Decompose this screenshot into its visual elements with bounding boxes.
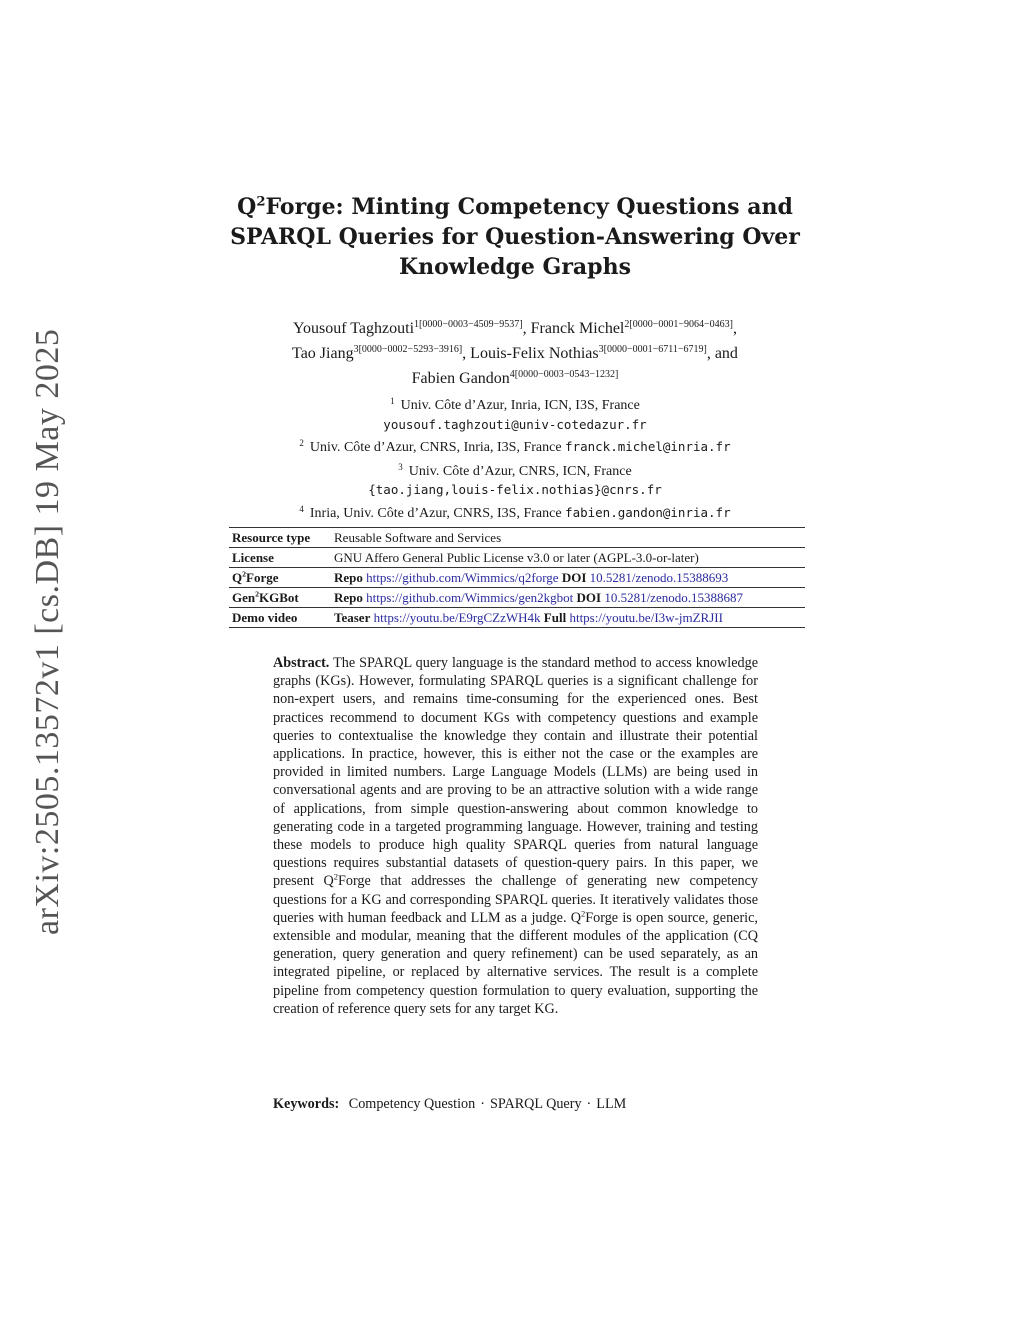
affiliation-4: $^4$ Inria, Univ. Côte d’Azur, CNRS, I3S, France fabien.gandon@inria.fr	[299, 503, 731, 521]
title-q-sup: 2	[256, 194, 266, 210]
email-1[interactable]: yousouf.taghzouti@univ-cotedazur.fr	[383, 416, 647, 432]
gen2kgbot-doi-link[interactable]: 10.5281/zenodo.15388687	[604, 590, 743, 605]
paper-title	[200, 192, 830, 282]
q2forge-doi-link[interactable]: 10.5281/zenodo.15388693	[589, 570, 729, 585]
affiliation-1: $^1$ Univ. Côte d’Azur, Inria, ICN, I3S, France	[390, 396, 640, 413]
author-name: Tao Jiang	[292, 345, 354, 362]
keywords: Keywords: Competency Question · SPARQL Query · LLM	[273, 1096, 627, 1112]
email-3[interactable]: {tao.jiang,louis-felix.nothias}@cnrs.fr	[368, 482, 662, 497]
abstract: Abstract. The SPARQL query language is the standard method to access knowledge graphs (KGs). However, formulating SPARQL queries is a significant challenge for non-expert users, and remains time-consuming for the experienced ones. Best practices recommend to document KGs with competency questions and example queries to contextualise the knowledge they contain and illustrate their potential applications. In practice, however, this is either not the case or the examples are provided in limited numbers. Large Language Models (LLMs) are being used in conversational agents and are proving to be an attractive solution with a wide range of applications, from simple question-answering about common knowledge to generating code in a targeted programming language. However, training and testing these models to produce high quality SPARQL queries from natural language questions requires substantial datasets of question-query pairs. In this paper, we present $Q^2Forge$ that addresses the challenge of generating new competency questions for a KG and corresponding SPARQL queries. It iteratively validates those queries with human feedback and LLM as a judge. $Q^2Forge$ is open source, generic, extensible and modular, meaning that the different modules of the application (CQ generation, query generation and query refinement) can be used separately, as an integrated pipeline, or replaced by alternative services. The result is a complete pipeline from competency question formulation to query evaluation, supporting the creation of reference query sets for any target KG.	[273, 655, 758, 1017]
table-row: Gen$^2$KGBot Repo https://github.com/Wimmics/gen2kgbot DOI 10.5281/zenodo.15388687	[229, 588, 805, 608]
affiliation-3: $^3$ Univ. Côte d’Azur, CNRS, ICN, France	[398, 461, 632, 479]
abstract-heading: Abstract.	[273, 655, 330, 671]
table-row: License GNU Affero General Public License v3.0 or later (AGPL-3.0-or-later)	[229, 548, 805, 568]
author-name: Franck Michel	[530, 320, 625, 337]
arxiv-stamp: arXiv:2505.13572v1 [cs.DB] 19 May 2025	[29, 328, 66, 935]
author-name: Fabien Gandon	[411, 370, 510, 387]
table-row: Resource type Reusable Software and Services	[229, 528, 805, 548]
gen2kgbot-repo-link[interactable]: https://github.com/Wimmics/gen2kgbot	[366, 590, 574, 605]
orcid: [0000−0001−9064−0463]	[629, 319, 733, 330]
teaser-video-link[interactable]: https://youtu.be/E9rgCZzWH4k	[373, 610, 541, 625]
orcid: [0000−0003−4509−9537]	[419, 319, 523, 330]
title-line-2: SPARQL Queries for Question-Answering Over	[230, 224, 800, 250]
keyword: SPARQL Query	[489, 1096, 582, 1112]
affiliation-2: $^2$ Univ. Côte d’Azur, CNRS, Inria, I3S, France franck.michel@inria.fr	[299, 438, 731, 455]
email-2[interactable]: franck.michel@inria.fr	[565, 439, 731, 454]
author-name: Yousouf Taghzouti	[293, 320, 415, 337]
author-and: and	[714, 345, 738, 362]
orcid: [0000−0003−0543−1232]	[514, 369, 619, 380]
affiliations	[200, 392, 830, 523]
keyword: Competency Question	[348, 1096, 476, 1112]
author-name: Louis-Felix Nothias	[470, 345, 599, 362]
table-row: $Q^2Forge$ Repo https://github.com/Wimmics/q2forge DOI 10.5281/zenodo.15388693	[229, 568, 805, 588]
full-video-link[interactable]: https://youtu.be/I3w-jmZRJII	[569, 610, 723, 625]
title-q: Q	[237, 194, 257, 220]
email-4[interactable]: fabien.gandon@inria.fr	[565, 504, 731, 520]
q2forge-repo-link[interactable]: https://github.com/Wimmics/q2forge	[366, 570, 559, 585]
resource-table	[229, 527, 805, 628]
orcid: [0000−0001−6711−6719]	[603, 344, 707, 355]
keyword: LLM	[596, 1096, 627, 1112]
orcid: [0000−0002−5293−3916]	[358, 344, 463, 355]
title-line-3: Knowledge Graphs	[399, 254, 631, 280]
title-line-1: Forge: Minting Competency Questions and	[265, 194, 793, 220]
table-row: Demo video Teaser https://youtu.be/E9rgCZzWH4k Full https://youtu.be/I3w-jmZRJII	[229, 608, 805, 628]
author-list: Yousouf Taghzouti$^{1[0000-0003-4509-9537]}$, Franck Michel$^{2[0000-0001-9064-0463]}$, Tao Jiang$^{3[0000-0002-5293-3916]}$, Louis-Felix Nothias$^{3[0000-0001-6711-6719]}$, and Fabien Gandon$^{4[0000-0003-0543-1232]}$	[292, 319, 738, 387]
keywords-heading: Keywords:	[273, 1096, 340, 1112]
